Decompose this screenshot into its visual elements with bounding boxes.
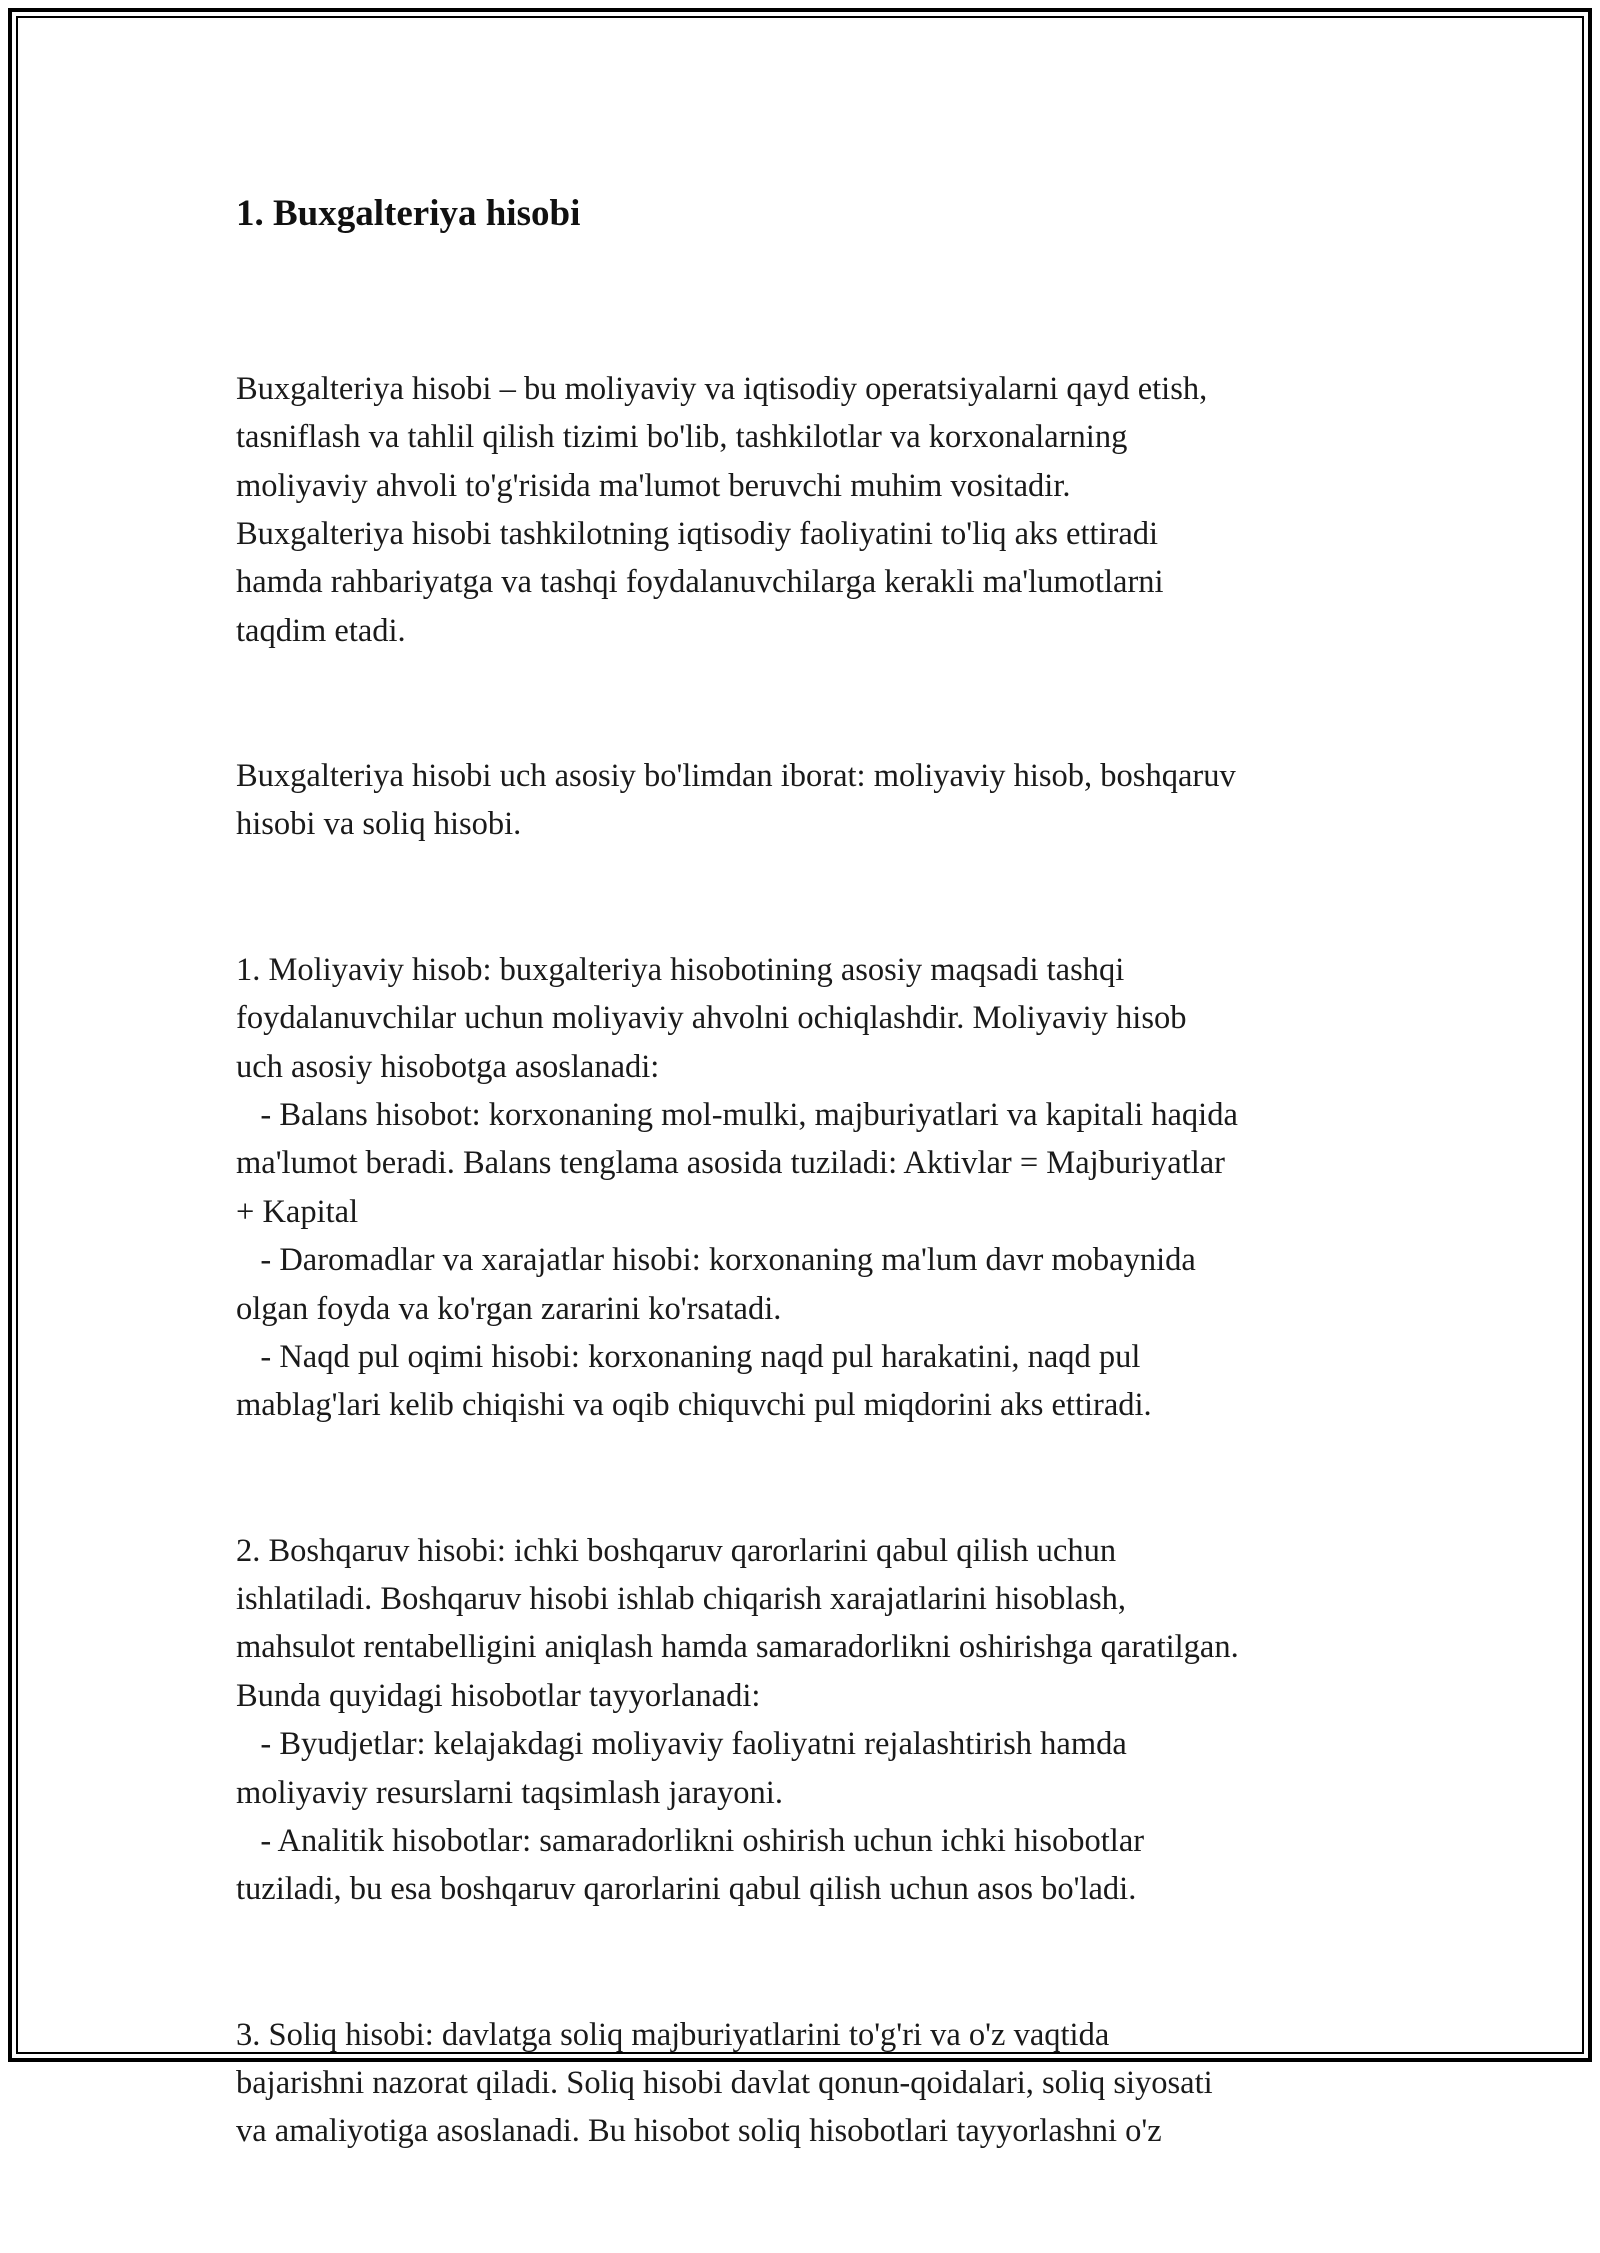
paragraph-sections-overview: Buxgalteriya hisobi uch asosiy bo'limdan iborat: moliyaviy hisob, boshqaruv hisobi va soliq hisobi. — [236, 758, 1236, 843]
section-heading: 1. Buxgalteriya hisobi — [236, 193, 581, 234]
document-body — [236, 268, 1376, 2253]
paragraph-tax-accounting: 3. Soliq hisobi: davlatga soliq majburiyatlarini to'g'ri va o'z vaqtida bajarishni nazorat qiladi. Soliq hisobi davlat qonun-qoidalari, soliq siyosati va amaliyotiga asoslanadi. Bu hisobot soliq hisobotlari tayyorlashni o'z — [236, 2016, 1213, 2150]
paragraph-intro: Buxgalteriya hisobi – bu moliyaviy va iqtisodiy operatsiyalarni qayd etish, tasniflash va tahlil qilish tizimi bo'lib, tashkilotlar va korxonalarning moliyaviy ahvoli to'g'risida ma'lumot beruvchi muhim vositadir. Buxgalteriya hisobi tashkilotning iqtisodiy faoliyatini to'liq aks ettiradi hamda rahbariyatga va tashqi foydalanuvchilarga kerakli ma'lumotlarni taqdim etadi. — [236, 370, 1208, 649]
document-page — [236, 186, 1376, 2253]
paragraph-management-accounting: 2. Boshqaruv hisobi: ichki boshqaruv qarorlarini qabul qilish uchun ishlatiladi. Boshqaruv hisobi ishlab chiqarish xarajatlarini hisoblash, mahsulot rentabelligini aniqlash hamda samaradorlikni oshirishga qaratilgan. Bunda quyidagi hisobotlar tayyorlanadi: - Byudjetlar: kelajakdagi moliyaviy faoliyatni rejalashtirish hamda moliyaviy resurslarni taqsimlash jarayoni. - Analitik hisobotlar: samaradorlikni oshirish uchun ichki hisobotlar tuziladi, bu esa boshqaruv qarorlarini qabul qilish uchun asos bo'ladi. — [236, 1532, 1239, 1908]
paragraph-financial-accounting: 1. Moliyaviy hisob: buxgalteriya hisobotining asosiy maqsadi tashqi foydalanuvchilar uchun moliyaviy ahvolni ochiqlashdir. Moliyaviy hisob uch asosiy hisobotga asoslanadi: - Balans hisobot: korxonaning mol-mulki, majburiyatlari va kapitali haqida ma'lumot beradi. Balans tenglama asosida tuziladi: Aktivlar = Majburiyatlar + Kapital - Daromadlar va xarajatlar hisobi: korxonaning ma'lum davr mobaynida olgan foyda va ko'rgan zararini ko'rsatadi. - Naqd pul oqimi hisobi: korxonaning naqd pul harakatini, naqd pul mablag'lari kelib chiqishi va oqib chiquvchi pul miqdorini aks ettiradi. — [236, 951, 1238, 1424]
